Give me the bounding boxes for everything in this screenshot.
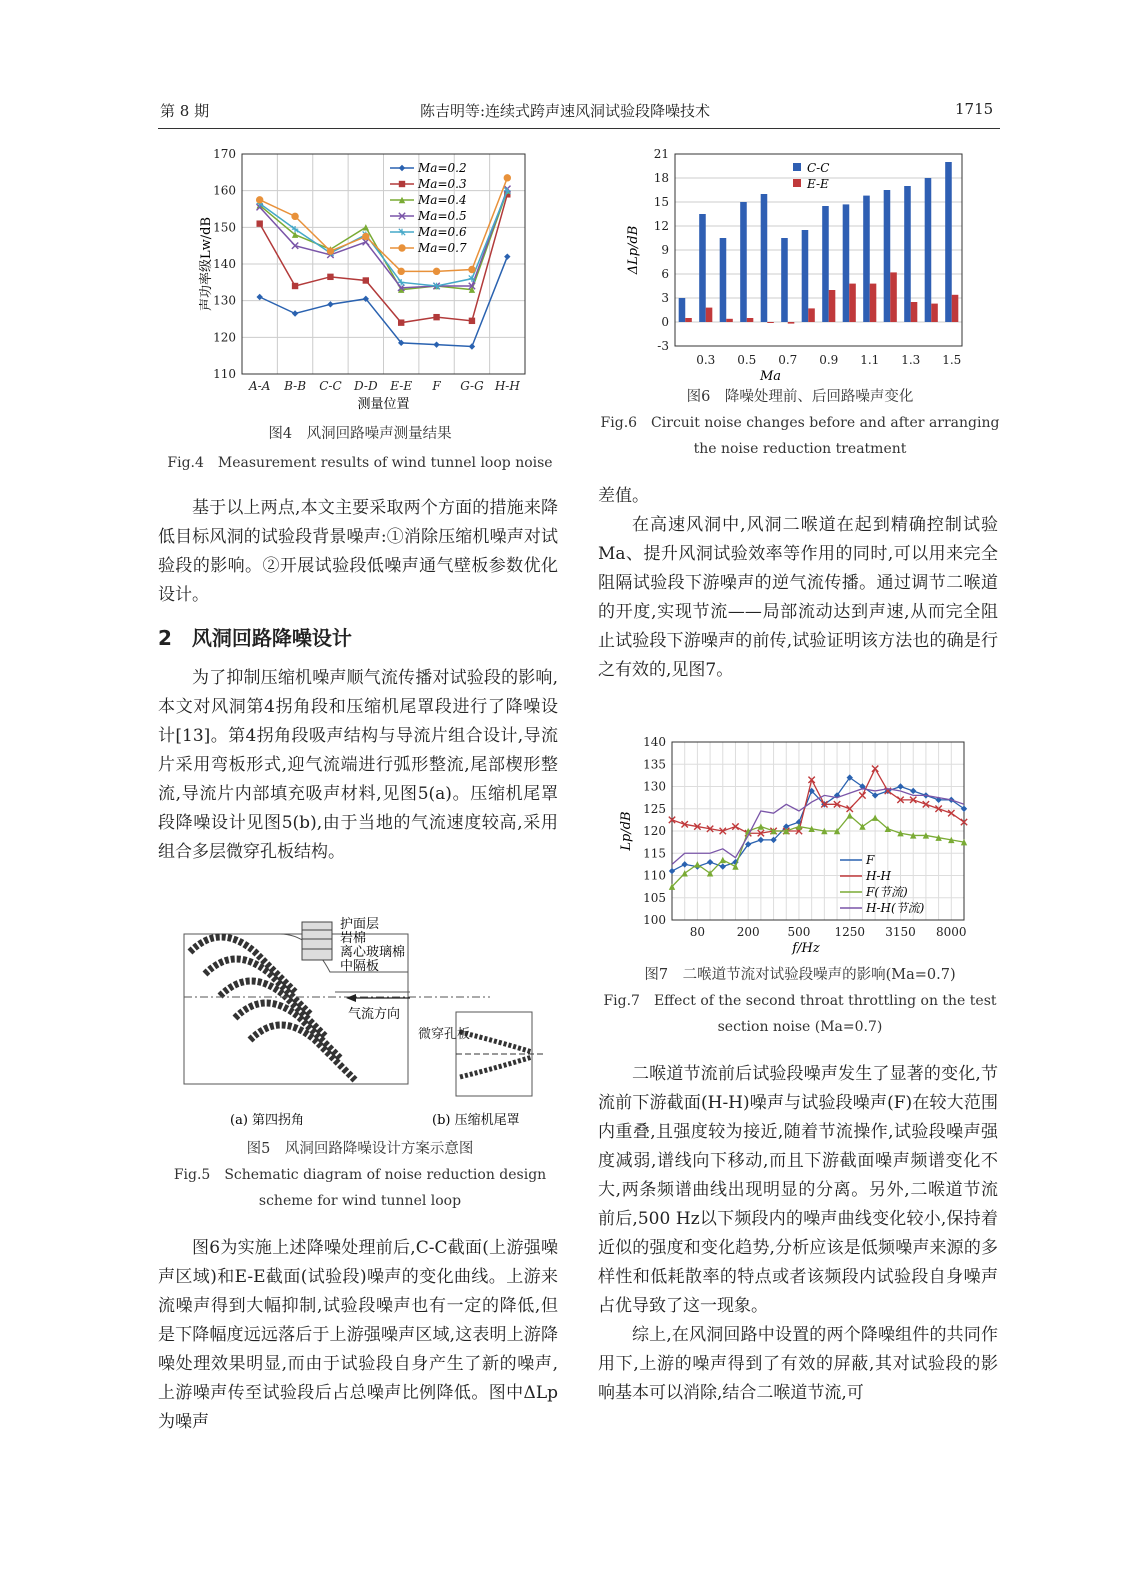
y-tick-label: 130 bbox=[213, 293, 236, 308]
fig7-caption-cn: 图7 二喉道节流对试验段噪声的影响(Ma=0.7) bbox=[644, 967, 956, 983]
layer-label: 中隔板 bbox=[340, 959, 380, 974]
fig6-caption bbox=[600, 384, 1000, 462]
data-point bbox=[399, 229, 405, 235]
x-tick-label: C-C bbox=[319, 379, 342, 393]
bar bbox=[945, 162, 952, 322]
y-tick-label: 140 bbox=[643, 735, 666, 749]
data-point bbox=[399, 181, 405, 187]
data-point bbox=[758, 837, 764, 843]
data-point bbox=[398, 319, 404, 325]
x-tick-label: 80 bbox=[689, 925, 706, 939]
corner-vanes bbox=[184, 934, 490, 1084]
data-point bbox=[469, 343, 475, 349]
y-tick-label: 21 bbox=[653, 147, 669, 161]
paragraph: 为了抑制压缩机噪声顺气流传播对试验段的影响,本文对风洞第4拐角段和压缩机尾罩段进行了降噪设计[13]。第4拐角段吸声结构与导流片组合设计,导流片采用弯板形式,迎气流端进行弧形整流,尾部楔形整流,导流片内部填充吸声材料,见图5(a)。压缩机尾罩段降噪设计见图5(b),由于当地的气流速度较高,采用组合多层微穿孔板结构。 bbox=[158, 668, 558, 862]
bar bbox=[925, 178, 932, 322]
x-tick-label: D-D bbox=[354, 379, 378, 393]
x-tick-label: 200 bbox=[736, 925, 760, 939]
compressor-tailcone bbox=[418, 1012, 545, 1096]
legend-label: H-H(节流) bbox=[866, 901, 925, 915]
data-point bbox=[504, 174, 511, 181]
x-tick-label: A-A bbox=[248, 379, 271, 393]
data-point bbox=[897, 783, 903, 789]
data-point bbox=[397, 268, 404, 275]
y-axis-label: Lp/dB bbox=[619, 811, 634, 851]
data-point bbox=[327, 247, 334, 254]
bar bbox=[849, 284, 856, 322]
y-tick-label: 105 bbox=[643, 890, 666, 905]
layer-label: 岩棉 bbox=[340, 931, 367, 946]
bar bbox=[740, 202, 747, 322]
bar bbox=[802, 230, 809, 322]
bar bbox=[890, 272, 897, 322]
bar bbox=[781, 238, 788, 322]
x-tick-label: 500 bbox=[787, 925, 811, 939]
paragraph: 差值。 bbox=[598, 486, 649, 506]
y-tick-label: 170 bbox=[213, 147, 236, 161]
bar bbox=[863, 196, 870, 322]
fig7-caption-en-1: Fig.7 Effect of the second throat throttling on the test bbox=[603, 993, 997, 1009]
y-tick-label: 18 bbox=[653, 171, 669, 185]
paragraph: 基于以上两点,本文主要采取两个方面的措施来降低目标风洞的试验段背景噪声:①消除压缩机噪声对试验段的影响。②开展试验段低噪声通气壁板参数优化设计。 bbox=[158, 498, 558, 605]
y-tick-label: 135 bbox=[643, 757, 666, 772]
y-tick-label: 15 bbox=[653, 195, 669, 209]
series-line bbox=[672, 769, 964, 834]
y-tick-label: 125 bbox=[643, 801, 666, 816]
paragraph: 在高速风洞中,风洞二喉道在起到精确控制试验Ma、提升风洞试验效率等作用的同时,可以用来完全阻隔试验段下游噪声的逆气流传播。通过调节二喉道的开度,实现节流——局部流动达到声速,从而完全阻止试验段下游噪声的前传,试验证明该方法也的确是行之有效的,见图7。 bbox=[598, 515, 998, 680]
y-tick-label: 110 bbox=[643, 868, 666, 883]
bar bbox=[884, 190, 891, 322]
data-point bbox=[256, 220, 262, 226]
fig4-chart bbox=[160, 140, 560, 425]
data-point bbox=[256, 294, 262, 300]
x-tick-label: 1.5 bbox=[942, 353, 962, 367]
y-tick-label: 130 bbox=[643, 779, 666, 794]
data-point bbox=[720, 857, 726, 863]
data-point bbox=[872, 814, 878, 820]
bar bbox=[822, 206, 829, 322]
data-point bbox=[469, 275, 475, 281]
data-point bbox=[758, 823, 764, 829]
fig5-caption-en-1: Fig.5 Schematic diagram of noise reduction design bbox=[173, 1167, 547, 1183]
data-point bbox=[720, 863, 726, 869]
y-tick-label: 115 bbox=[643, 846, 666, 861]
perf-label: 微穿孔板 bbox=[418, 1027, 471, 1042]
right-text-2 bbox=[598, 1060, 998, 1408]
left-text-1 bbox=[158, 494, 558, 610]
data-point bbox=[327, 301, 333, 307]
data-point bbox=[910, 788, 916, 794]
paragraph: 图6为实施上述降噪处理前后,C-C截面(上游强噪声区域)和E-E截面(试验段)噪声的变化曲线。上游来流噪声得到大幅抑制,试验段噪声也有一定的降低,但是下降幅度远远落后于上游强噪声区域,这表明上游降噪处理效果明显,而由于试验段自身产生了新的噪声,上游噪声传至试验段后占总噪声比例降低。图中ΔLp为噪声 bbox=[158, 1238, 558, 1432]
bar bbox=[761, 194, 768, 322]
section-heading: 2 风洞回路降噪设计 bbox=[158, 626, 352, 650]
x-tick-label: G-G bbox=[460, 379, 484, 393]
data-point bbox=[669, 868, 675, 874]
x-tick-label: F bbox=[432, 379, 441, 393]
y-axis-label: 声功率级Lw/dB bbox=[199, 216, 214, 312]
x-tick-label: 0.7 bbox=[778, 353, 798, 367]
data-point bbox=[292, 283, 298, 289]
x-tick-label: 0.3 bbox=[696, 353, 716, 367]
y-tick-label: 110 bbox=[213, 367, 236, 381]
left-text-3 bbox=[158, 1234, 558, 1437]
y-tick-label: -3 bbox=[657, 339, 669, 353]
data-point bbox=[291, 213, 298, 220]
data-point bbox=[469, 318, 475, 324]
fig6-chart bbox=[600, 140, 1000, 385]
running-title: 陈吉明等:连续式跨声速风洞试验段降噪技术 bbox=[420, 102, 711, 120]
bar bbox=[808, 308, 815, 322]
legend-label: Ma=0.7 bbox=[418, 241, 467, 255]
bar bbox=[720, 238, 727, 322]
y-axis-label: ΔLp/dB bbox=[626, 225, 641, 275]
data-point bbox=[847, 812, 853, 818]
data-point bbox=[468, 266, 475, 273]
data-point bbox=[681, 861, 687, 867]
bar bbox=[726, 319, 733, 322]
data-point bbox=[707, 859, 713, 865]
y-tick-label: 12 bbox=[653, 219, 669, 233]
legend-label: Ma=0.2 bbox=[418, 161, 467, 175]
layer-label: 护面层 bbox=[340, 917, 380, 932]
bar bbox=[870, 284, 877, 322]
y-tick-label: 160 bbox=[213, 183, 236, 198]
data-point bbox=[433, 314, 439, 320]
bar bbox=[679, 298, 686, 322]
legend-label: Ma=0.5 bbox=[418, 209, 467, 223]
y-tick-label: 6 bbox=[661, 267, 669, 281]
x-tick-label: E-E bbox=[390, 379, 413, 393]
legend-label: F(节流) bbox=[866, 885, 908, 899]
legend-label: C-C bbox=[807, 161, 830, 175]
legend-swatch bbox=[793, 179, 801, 187]
fig6-caption-en-1: Fig.6 Circuit noise changes before and after arranging bbox=[600, 415, 1000, 431]
legend-label: Ma=0.6 bbox=[418, 225, 467, 239]
x-tick-label: 3150 bbox=[885, 925, 916, 939]
y-tick-label: 0 bbox=[661, 315, 669, 329]
y-tick-label: 3 bbox=[661, 291, 669, 305]
bar bbox=[904, 186, 911, 322]
bar bbox=[931, 304, 938, 322]
data-point bbox=[433, 268, 440, 275]
y-tick-label: 150 bbox=[213, 220, 236, 235]
y-tick-label: 120 bbox=[643, 824, 666, 838]
legend-label: F bbox=[866, 853, 875, 867]
fig6-caption-en-2: the noise reduction treatment bbox=[693, 441, 907, 457]
x-tick-label: 8000 bbox=[936, 925, 967, 939]
fig4-caption-en: Fig.4 Measurement results of wind tunnel loop noise bbox=[167, 455, 553, 471]
subcaption-a: (a) 第四拐角 bbox=[230, 1113, 305, 1128]
bar bbox=[767, 322, 774, 323]
bar bbox=[788, 322, 795, 324]
y-tick-label: 100 bbox=[643, 913, 666, 927]
page-number: 1715 bbox=[955, 100, 994, 118]
fig5-caption bbox=[160, 1136, 560, 1214]
y-tick-label: 120 bbox=[213, 330, 236, 345]
y-tick-label: 9 bbox=[661, 243, 669, 257]
legend-label: Ma=0.3 bbox=[418, 177, 467, 191]
flow-label: 气流方向 bbox=[348, 1007, 401, 1022]
bar bbox=[685, 318, 692, 322]
x-tick-label: B-B bbox=[284, 379, 307, 393]
bar bbox=[952, 295, 959, 322]
data-point bbox=[292, 310, 298, 316]
subcaption-b: (b) 压缩机尾罩 bbox=[432, 1113, 520, 1128]
x-tick-label: 0.5 bbox=[737, 353, 757, 367]
data-point bbox=[398, 244, 405, 251]
bar bbox=[843, 204, 850, 322]
fig4-caption bbox=[160, 421, 560, 476]
x-axis-label: Ma bbox=[759, 369, 782, 384]
x-tick-label: 1.1 bbox=[860, 353, 880, 367]
data-point bbox=[399, 165, 405, 171]
header-rule bbox=[158, 128, 1000, 129]
bar bbox=[747, 318, 754, 322]
fig5-caption-en-2: scheme for wind tunnel loop bbox=[258, 1193, 462, 1209]
x-tick-label: 1.3 bbox=[901, 353, 921, 367]
fig7-chart bbox=[600, 728, 1000, 960]
fig4-caption-cn: 图4 风洞回路噪声测量结果 bbox=[268, 426, 452, 442]
legend-swatch bbox=[793, 163, 801, 171]
fig7-caption bbox=[600, 962, 1000, 1040]
data-point bbox=[433, 341, 439, 347]
right-text-1 bbox=[598, 482, 998, 685]
data-point bbox=[362, 233, 369, 240]
issue-label: 第 8 期 bbox=[160, 102, 210, 120]
bar bbox=[829, 290, 836, 322]
paragraph: 综上,在风洞回路中设置的两个降噪组件的共同作用下,上游的噪声得到了有效的屏蔽,其对试验段的影响基本可以消除,结合二喉道节流,可 bbox=[598, 1325, 998, 1403]
layer-legend bbox=[302, 916, 405, 974]
legend-label: E-E bbox=[807, 177, 829, 191]
bar bbox=[699, 214, 706, 322]
legend-label: Ma=0.4 bbox=[418, 193, 467, 207]
y-tick-label: 140 bbox=[213, 257, 236, 271]
data-point bbox=[363, 277, 369, 283]
data-point bbox=[694, 861, 700, 867]
flow-arrow bbox=[346, 994, 410, 1022]
data-point bbox=[732, 863, 738, 869]
legend-label: H-H bbox=[866, 869, 891, 883]
left-text-2 bbox=[158, 664, 558, 867]
bar bbox=[911, 302, 918, 322]
x-tick-label: H-H bbox=[494, 379, 520, 393]
x-axis-label: f/Hz bbox=[792, 941, 820, 956]
fig5-schematic bbox=[160, 912, 560, 1132]
x-tick-label: 1250 bbox=[834, 925, 866, 939]
fig5-caption-cn: 图5 风洞回路降噪设计方案示意图 bbox=[246, 1141, 474, 1157]
bar bbox=[706, 308, 713, 322]
data-point bbox=[504, 253, 510, 259]
x-tick-label: 0.9 bbox=[819, 353, 839, 367]
fig7-caption-en-2: section noise (Ma=0.7) bbox=[717, 1019, 883, 1035]
x-axis-label: 测量位置 bbox=[357, 397, 410, 412]
data-point bbox=[256, 196, 263, 203]
paragraph: 二喉道节流前后试验段噪声发生了显著的变化,节流前下游截面(H-H)噪声与试验段噪声(F)在较大范围内重叠,且强度较为接近,随着节流操作,试验段噪声强度减弱,谱线向下移动,而且下游截面噪声频谱变化不大,两条频谱曲线出现明显的分离。另外,二喉道节流前后,500 Hz以下频段内的噪声曲线变化较小,保持着近似的强度和变化趋势,分析应该是低频噪声来源的多样性和低耗散率的特点或者该频段内试验段自身噪声占优导致了这一现象。 bbox=[598, 1064, 998, 1316]
layer-label: 离心玻璃棉 bbox=[340, 945, 406, 960]
fig6-caption-cn: 图6 降噪处理前、后回路噪声变化 bbox=[686, 389, 914, 405]
data-point bbox=[327, 274, 333, 280]
